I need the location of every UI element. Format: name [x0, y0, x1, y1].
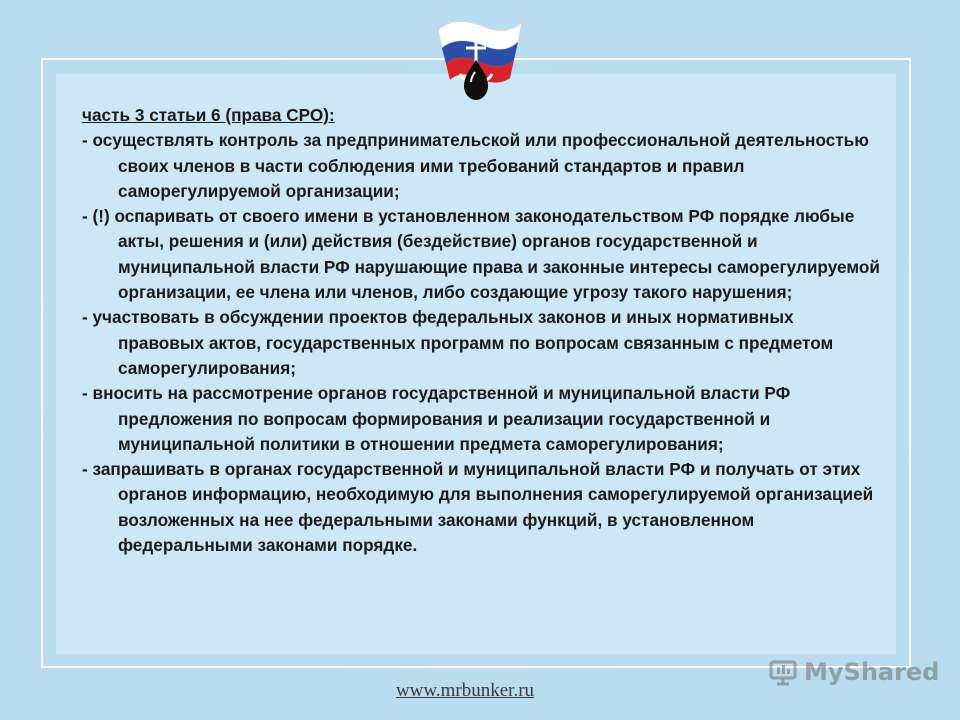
- watermark-text: MyShared: [804, 658, 940, 686]
- footer-link[interactable]: www.mrbunker.ru: [395, 680, 535, 701]
- flag-anchor-drop-logo-icon: [418, 8, 534, 108]
- list-item: - участвовать в обсуждении проектов федеральных законов и иных нормативных правовых актов, государственных программ по вопросам связанным с предметом саморегулирования;: [82, 307, 834, 378]
- slide-content: [82, 103, 882, 558]
- list-item: - (!) оспаривать от своего имени в установленном законодательством РФ порядке любые акты, решения и (или) действия (бездействие) органов государственной и муниципальной власти РФ нарушающие права и законные интересы саморегулируемой организации, ее члена или членов, либо создающие угрозу такого нарушения;: [82, 206, 880, 303]
- list-item: - осуществлять контроль за предпринимательской или профессиональной деятельностью своих членов в части соблюдения ими требований стандартов и правил саморегулируемой организации;: [82, 130, 869, 201]
- list-item: - вносить на рассмотрение органов государственной и муниципальной власти РФ предложения по вопросам формирования и реализации государственной и муниципальной политики в отношении предмета саморегулирования;: [82, 383, 791, 454]
- list-item: - запрашивать в органах государственной и муниципальной власти РФ и получать от этих органов информацию, необходимую для выполнения саморегулируемой организацией возложенных на нее федеральными законами функций, в установленном федеральными законами порядке.: [82, 459, 874, 556]
- slide-heading: часть 3 статьи 6 (права СРО):: [82, 105, 335, 125]
